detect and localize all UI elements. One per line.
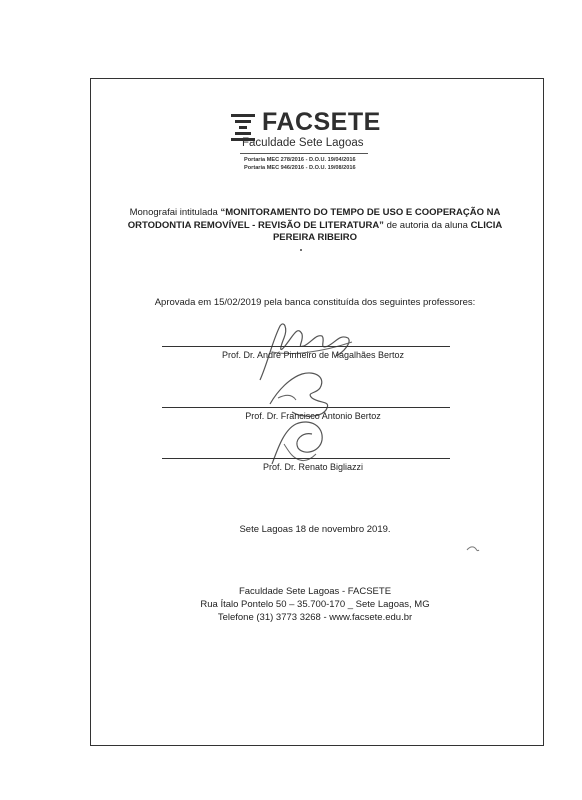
approval-statement: Aprovada em 15/02/2019 pela banca constituída dos seguintes professores: [154, 297, 476, 308]
signature-line-3 [162, 458, 450, 459]
facsete-logo [226, 104, 381, 182]
professor-3: Prof. Dr. Renato Bigliazzi [262, 462, 364, 472]
document-date: Sete Lagoas 18 de novembro 2019. [239, 524, 391, 535]
logo-divider [240, 153, 368, 154]
footer-address: Rua Ítalo Pontelo 50 – 35.700-170 _ Sete Lagoas, MG [200, 599, 430, 610]
logo-subtitle: Faculdade Sete Lagoas [242, 137, 364, 149]
portaria-line-2: Portaria MEC 946/2016 - D.O.U. 19/08/2016 [244, 165, 356, 171]
intro-middle: de autoria da aluna [383, 219, 471, 231]
footer-contact: Telefone (31) 3773 3268 - www.facsete.edu.br [217, 612, 413, 623]
portaria-line-1: Portaria MEC 278/2016 - D.O.U. 19/04/2016 [244, 157, 356, 163]
author-name: CLICIA PEREIRA RIBEIRO [272, 219, 503, 243]
signature-line-2 [162, 407, 450, 408]
intro-prefix: Monografai intitulada [129, 207, 221, 218]
pen-mark-icon [466, 544, 480, 554]
stray-dot [300, 249, 302, 251]
monograph-title: “MONITORAMENTO DO TEMPO DE USO E COOPERAÇÃO NA ORTODONTIA REMOVÍVEL - REVISÃO DE LITERATURA” [127, 207, 501, 231]
professor-2: Prof. Dr. Francisco Antonio Bertoz [245, 411, 381, 421]
footer-institution: Faculdade Sete Lagoas - FACSETE [238, 586, 392, 597]
monograph-statement [110, 207, 520, 245]
logo-name: FACSETE [262, 108, 381, 136]
signature-line-1 [162, 346, 450, 347]
professor-1: Prof. Dr. André Pinheiro de Magalhães Bertoz [221, 350, 405, 360]
